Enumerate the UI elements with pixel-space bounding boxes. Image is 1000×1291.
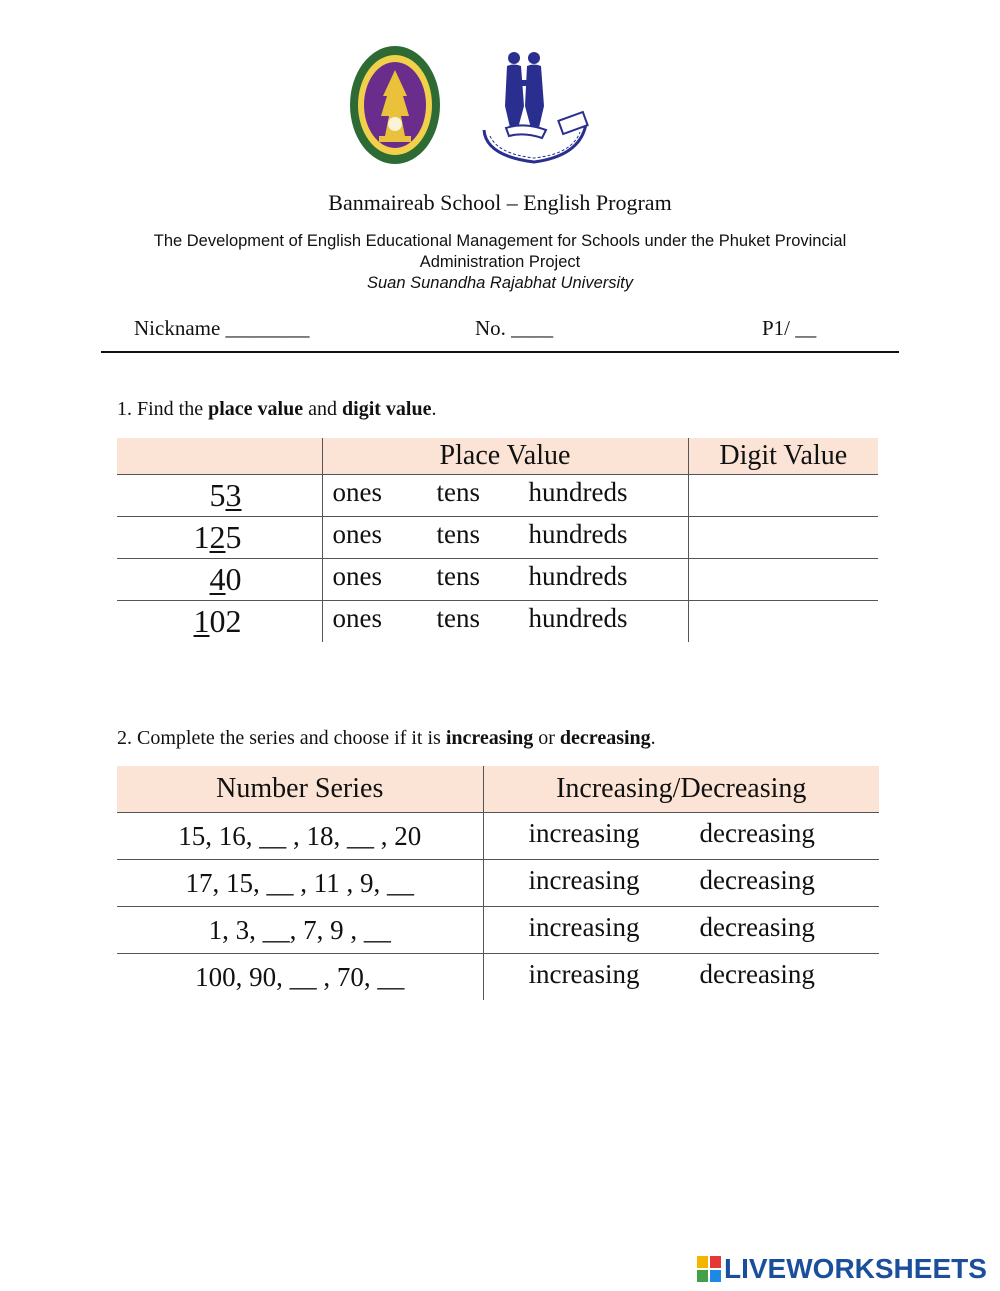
digit-value-input[interactable] [688,475,878,517]
option-ones[interactable]: ones [332,477,382,507]
table-row [117,517,878,559]
university-seal-logo [349,44,441,166]
header-digit-value: Digit Value [688,438,878,475]
series-cell[interactable]: 100, 90, __ , 70, __ [117,954,483,1001]
option-increasing[interactable]: increasing [528,865,640,895]
underlined-digit: 3 [225,477,242,513]
underlined-digit: 2 [209,519,226,555]
option-ones[interactable]: ones [332,519,382,549]
option-hundreds[interactable]: hundreds [528,603,628,633]
table-row [117,475,878,517]
series-cell[interactable]: 1, 3, __, 7, 9 , __ [117,907,483,954]
table-row [117,601,878,643]
option-decreasing[interactable]: decreasing [699,865,815,895]
header-divider [101,351,899,353]
number-field[interactable]: No. ____ [475,316,554,340]
option-tens[interactable]: tens [436,561,480,591]
series-cell[interactable]: 17, 15, __ , 11 , 9, __ [117,860,483,907]
liveworksheets-brand [697,1253,997,1287]
option-decreasing[interactable]: decreasing [699,912,815,942]
school-title: Banmaireab School – English Program [328,190,672,215]
option-decreasing[interactable]: decreasing [699,818,815,848]
option-tens[interactable]: tens [436,519,480,549]
digit-value-input[interactable] [688,601,878,643]
option-tens[interactable]: tens [436,603,480,633]
class-field[interactable]: P1/ __ [762,316,817,340]
phuket-pao-logo [476,50,594,165]
option-hundreds[interactable]: hundreds [528,561,628,591]
header-place-value: Place Value [322,438,688,475]
header-increasing-decreasing: Increasing/Decreasing [483,766,879,813]
number-cell: 125 [117,517,322,559]
option-ones[interactable]: ones [332,603,382,633]
option-decreasing[interactable]: decreasing [699,959,815,989]
question-1-heading: 1. Find the place value and digit value. [117,398,437,420]
option-ones[interactable]: ones [332,561,382,591]
option-increasing[interactable]: increasing [528,959,640,989]
university-name: Suan Sunandha Rajabhat University [366,274,633,292]
option-increasing[interactable]: increasing [528,818,640,848]
option-hundreds[interactable]: hundreds [528,477,628,507]
series-cell[interactable]: 15, 16, __ , 18, __ , 20 [117,813,483,860]
underlined-digit: 1 [193,603,210,639]
header-number [117,438,322,475]
table-row [117,907,879,954]
brand-name: LIVEWORKSHEETS [724,1253,987,1284]
number-cell: 102 [117,601,322,643]
question-2-heading: 2. Complete the series and choose if it is increasing or decreasing. [117,727,656,749]
table-row [117,559,878,601]
number-cell: 40 [117,559,322,601]
number-cell: 53 [117,475,322,517]
table-header-row [117,766,879,813]
place-value-table [117,438,878,642]
digit-value-input[interactable] [688,517,878,559]
number-series-table [117,766,879,1000]
liveworksheets-logo-icon [697,1256,721,1282]
table-row [117,860,879,907]
project-title-line2: Administration Project [419,253,581,271]
table-row [117,954,879,1001]
option-hundreds[interactable]: hundreds [528,519,628,549]
header-number-series: Number Series [117,766,483,813]
underlined-digit: 4 [209,561,226,597]
table-row [117,813,879,860]
nickname-field[interactable]: Nickname ________ [134,316,310,340]
option-tens[interactable]: tens [436,477,480,507]
digit-value-input[interactable] [688,559,878,601]
option-increasing[interactable]: increasing [528,912,640,942]
table-header-row [117,438,878,475]
project-title-line1: The Development of English Educational Management for Schools under the Phuket Provincial [153,232,847,250]
